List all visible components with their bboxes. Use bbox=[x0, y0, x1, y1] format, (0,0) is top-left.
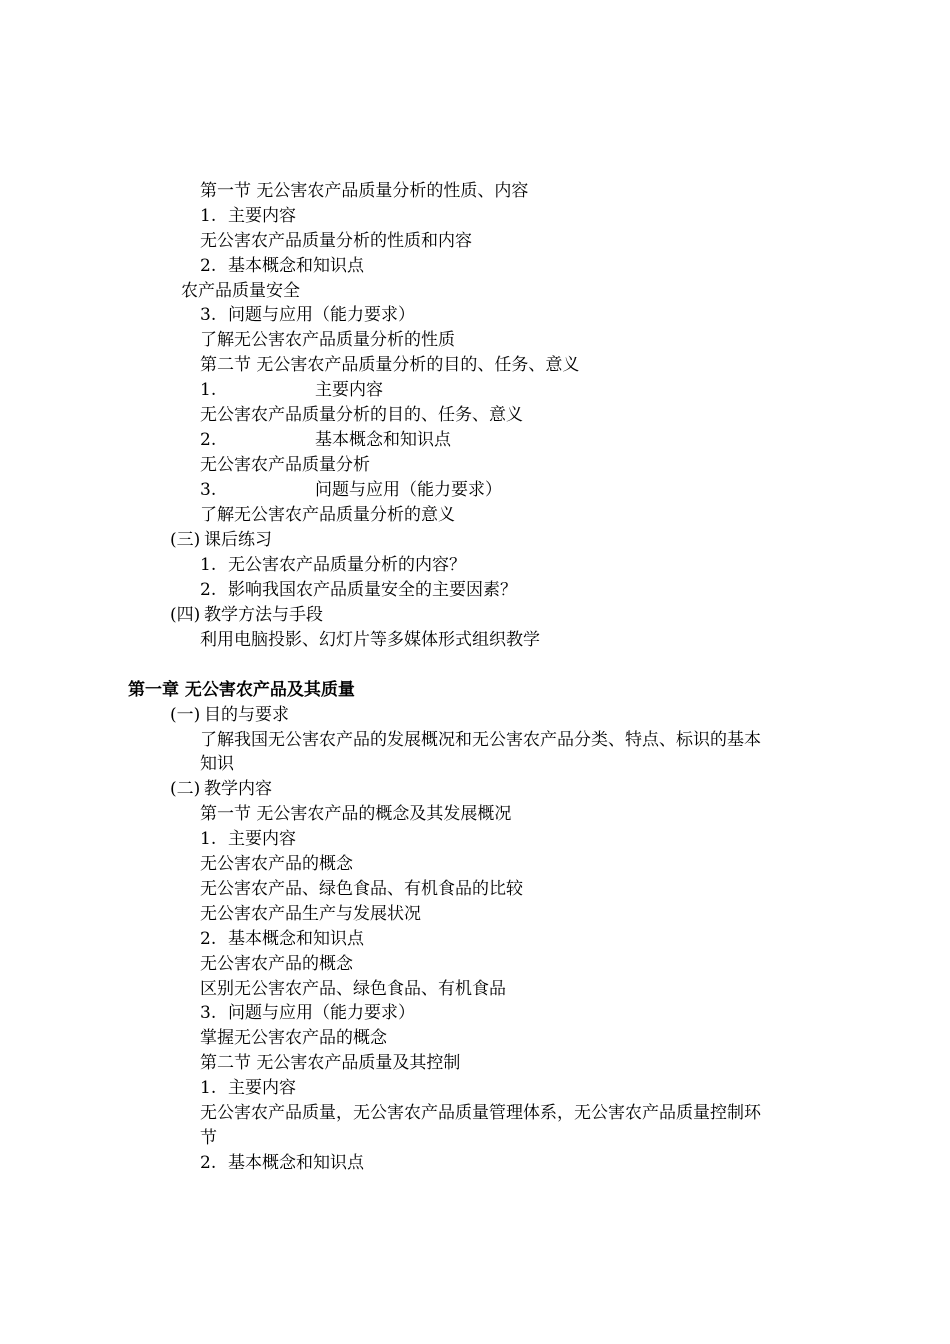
section-1-item-1 bbox=[200, 206, 296, 226]
section-2-item-1-text: 无公害农产品质量分析的目的、任务、意义 bbox=[200, 405, 523, 425]
item-number: 3. bbox=[200, 1003, 217, 1023]
item-number: 1. bbox=[200, 555, 217, 575]
item-number: 2. bbox=[200, 256, 217, 276]
goal-heading bbox=[170, 705, 289, 725]
chapter-1-section-2-title: 第二节 无公害农产品质量及其控制 bbox=[200, 1053, 461, 1073]
item-number: 2. bbox=[200, 580, 217, 600]
chapter-1-section-1-item-1-text-3: 无公害农产品生产与发展状况 bbox=[200, 904, 421, 924]
chapter-1-section-1-item-1 bbox=[200, 829, 296, 849]
heading-mark: (一) bbox=[170, 705, 201, 725]
item-label: 基本概念和知识点 bbox=[315, 430, 451, 450]
chapter-1-section-1-item-3 bbox=[200, 1003, 415, 1023]
heading-label: 目的与要求 bbox=[204, 705, 289, 725]
section-1-title: 第一节 无公害农产品质量分析的性质、内容 bbox=[200, 181, 529, 201]
item-label: 主要内容 bbox=[228, 206, 296, 226]
question-text: 无公害农产品质量分析的内容？ bbox=[228, 555, 466, 575]
exercise-heading bbox=[170, 530, 272, 550]
item-label: 问题与应用（能力要求） bbox=[315, 480, 502, 500]
section-2-title: 第二节 无公害农产品质量分析的目的、任务、意义 bbox=[200, 355, 580, 375]
chapter-1-section-1-item-2 bbox=[200, 929, 364, 949]
content-heading bbox=[170, 779, 272, 799]
item-number: 3. bbox=[200, 305, 217, 325]
item-label: 基本概念和知识点 bbox=[228, 256, 364, 276]
section-1-item-3 bbox=[200, 305, 415, 325]
item-number: 1. bbox=[200, 1078, 217, 1098]
chapter-1-section-2-item-1-text-line-1: 无公害农产品质量，无公害农产品质量管理体系，无公害农产品质量控制环 bbox=[200, 1103, 761, 1123]
section-1-item-1-text: 无公害农产品质量分析的性质和内容 bbox=[200, 231, 472, 251]
item-label: 基本概念和知识点 bbox=[228, 1153, 364, 1173]
method-heading bbox=[170, 605, 323, 625]
item-number: 3. bbox=[200, 480, 217, 500]
heading-mark: (二) bbox=[170, 779, 201, 799]
chapter-1-section-1-item-2-text-1: 无公害农产品的概念 bbox=[200, 954, 353, 974]
exercise-question-1 bbox=[200, 555, 466, 575]
question-text: 影响我国农产品质量安全的主要因素？ bbox=[228, 580, 517, 600]
chapter-1-section-1-item-1-text-1: 无公害农产品的概念 bbox=[200, 854, 353, 874]
item-number: 1. bbox=[200, 380, 217, 400]
item-number: 2. bbox=[200, 430, 217, 450]
heading-label: 教学方法与手段 bbox=[204, 605, 323, 625]
chapter-1-section-2-item-2 bbox=[200, 1153, 364, 1173]
item-label: 主要内容 bbox=[228, 1078, 296, 1098]
item-label: 主要内容 bbox=[315, 380, 383, 400]
item-number: 1. bbox=[200, 829, 217, 849]
section-2-item-3-text: 了解无公害农产品质量分析的意义 bbox=[200, 505, 455, 525]
item-label: 主要内容 bbox=[228, 829, 296, 849]
heading-label: 教学内容 bbox=[204, 779, 272, 799]
item-number: 2. bbox=[200, 1153, 217, 1173]
heading-label: 课后练习 bbox=[204, 530, 272, 550]
chapter-1-section-1-item-2-text-2: 区别无公害农产品、绿色食品、有机食品 bbox=[200, 979, 506, 999]
chapter-1-section-1-item-3-text-1: 掌握无公害农产品的概念 bbox=[200, 1028, 387, 1048]
chapter-1-section-1-item-1-text-2: 无公害农产品、绿色食品、有机食品的比较 bbox=[200, 879, 523, 899]
section-1-item-2-text: 农产品质量安全 bbox=[181, 281, 300, 301]
item-label: 问题与应用（能力要求） bbox=[228, 305, 415, 325]
heading-mark: (三) bbox=[170, 530, 201, 550]
exercise-question-2 bbox=[200, 580, 517, 600]
section-2-item-1 bbox=[200, 380, 383, 400]
heading-mark: (四) bbox=[170, 605, 201, 625]
item-number: 2. bbox=[200, 929, 217, 949]
section-2-item-2 bbox=[200, 430, 451, 450]
goal-text-line-2: 知识 bbox=[200, 754, 234, 774]
section-1-item-3-text: 了解无公害农产品质量分析的性质 bbox=[200, 330, 455, 350]
chapter-1-section-2-item-1-text-line-2: 节 bbox=[200, 1128, 217, 1148]
item-label: 问题与应用（能力要求） bbox=[228, 1003, 415, 1023]
section-1-item-2 bbox=[200, 256, 364, 276]
section-2-item-3 bbox=[200, 480, 502, 500]
chapter-1-section-1-title: 第一节 无公害农产品的概念及其发展概况 bbox=[200, 804, 512, 824]
chapter-1-title: 第一章 无公害农产品及其质量 bbox=[128, 680, 355, 700]
chapter-1-section-2-item-1 bbox=[200, 1078, 296, 1098]
item-number: 1. bbox=[200, 206, 217, 226]
method-text: 利用电脑投影、幻灯片等多媒体形式组织教学 bbox=[200, 630, 540, 650]
goal-text-line-1: 了解我国无公害农产品的发展概况和无公害农产品分类、特点、标识的基本 bbox=[200, 730, 761, 750]
item-label: 基本概念和知识点 bbox=[228, 929, 364, 949]
section-2-item-2-text: 无公害农产品质量分析 bbox=[200, 455, 370, 475]
